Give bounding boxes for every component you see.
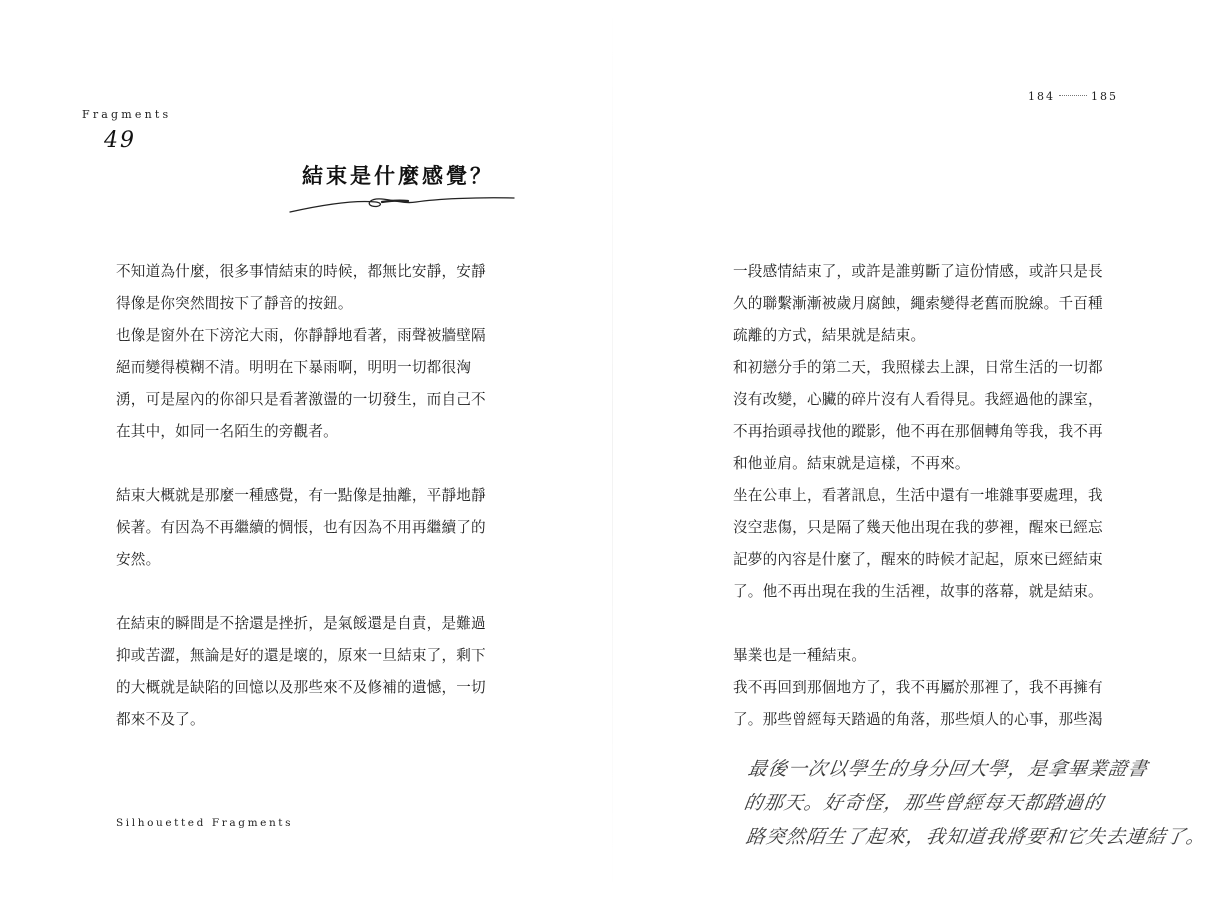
page-number-right: 185 — [1091, 90, 1118, 103]
title-swash-ornament — [286, 188, 518, 218]
handwriting-line: 最後一次以學生的身分回大學，是拿畢業證書 — [746, 758, 1150, 780]
paragraph-1 — [733, 256, 1133, 608]
paragraph-1 — [116, 256, 516, 448]
text-line: 絕而變得模糊不清。明明在下暴雨啊，明明一切都很洶 — [116, 359, 472, 376]
text-line: 得像是你突然間按下了靜音的按鈕。 — [116, 295, 353, 312]
text-line: 抑或苦澀，無論是好的還是壞的，原來一旦結束了，剩下 — [116, 647, 486, 664]
right-body-text — [733, 256, 1133, 736]
paragraph-spacer — [733, 608, 1133, 640]
page-numbers — [1028, 90, 1118, 103]
text-line: 久的聯繫漸漸被歲月腐蝕，繩索變得老舊而脫線。千百種 — [733, 295, 1103, 312]
footer-label: Silhouetted Fragments — [116, 817, 294, 829]
left-body-text — [116, 256, 516, 736]
series-label: Fragments — [82, 108, 172, 121]
text-line: 一段感情結束了，或許是誰剪斷了這份情感，或許只是長 — [733, 263, 1103, 280]
text-line: 都來不及了。 — [116, 711, 205, 728]
text-line: 湧，可是屋內的你卻只是看著激盪的一切發生，而自己不 — [116, 391, 486, 408]
text-line: 畢業也是一種結束。 — [733, 647, 867, 664]
text-line: 也像是窗外在下滂沱大雨，你靜靜地看著，雨聲被牆壁隔 — [116, 327, 486, 344]
chapter-title: 結束是什麼感覺？ — [302, 163, 494, 188]
paragraph-2 — [733, 640, 1133, 736]
paragraph-spacer — [116, 448, 516, 480]
text-line: 在結束的瞬間是不捨還是挫折，是氣餒還是自責，是難過 — [116, 615, 486, 632]
text-line: 和他並肩。結束就是這樣，不再來。 — [733, 455, 970, 472]
page-number-left: 184 — [1028, 90, 1055, 103]
text-line: 沒空悲傷，只是隔了幾天他出現在我的夢裡，醒來已經忘 — [733, 519, 1103, 536]
handwriting-line: 的那天。好奇怪，那些曾經每天都踏過的 — [742, 792, 1106, 814]
paragraph-2 — [116, 480, 516, 576]
text-line: 的大概就是缺陷的回憶以及那些來不及修補的遺憾，一切 — [116, 679, 486, 696]
text-line: 結束大概就是那麼一種感覺，有一點像是抽離，平靜地靜 — [116, 487, 486, 504]
text-line: 疏離的方式，結果就是結束。 — [733, 327, 926, 344]
text-line: 了。他不再出現在我的生活裡，故事的落幕，就是結束。 — [733, 583, 1103, 600]
text-line: 坐在公車上，看著訊息，生活中還有一堆雜事要處理，我 — [733, 487, 1103, 504]
text-line: 我不再回到那個地方了，我不再屬於那裡了，我不再擁有 — [733, 679, 1103, 696]
text-line: 安然。 — [116, 551, 161, 568]
text-line: 記夢的內容是什麼了，醒來的時候才記起，原來已經結束 — [733, 551, 1103, 568]
handwriting-line: 路突然陌生了起來，我知道我將要和它失去連結了。 — [744, 826, 1208, 848]
text-line: 和初戀分手的第二天，我照樣去上課，日常生活的一切都 — [733, 359, 1103, 376]
text-line: 沒有改變，心臟的碎片沒有人看得見。我經過他的課室， — [733, 391, 1103, 408]
text-line: 在其中，如同一名陌生的旁觀者。 — [116, 423, 338, 440]
paragraph-spacer — [116, 576, 516, 608]
text-line: 候著。有因為不再繼續的惆悵，也有因為不用再繼續了的 — [116, 519, 486, 536]
text-line: 不再抬頭尋找他的蹤影，他不再在那個轉角等我，我不再 — [733, 423, 1103, 440]
text-line: 了。那些曾經每天踏過的角落，那些煩人的心事，那些渴 — [733, 711, 1103, 728]
page-number-dots — [1059, 95, 1087, 96]
handwritten-note — [742, 752, 1208, 854]
chapter-number: 49 — [104, 128, 136, 153]
text-line: 不知道為什麼，很多事情結束的時候，都無比安靜，安靜 — [116, 263, 486, 280]
paragraph-3 — [116, 608, 516, 736]
